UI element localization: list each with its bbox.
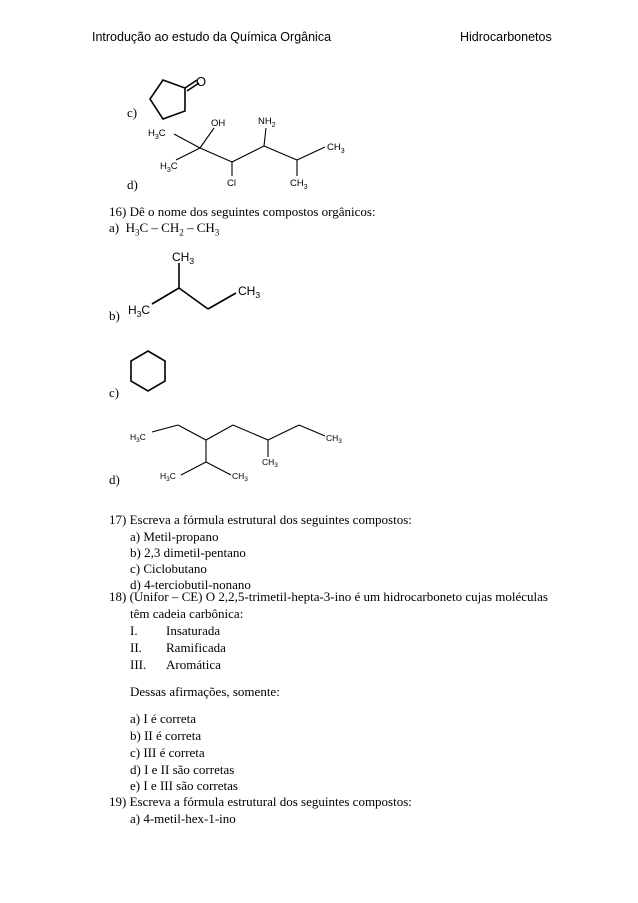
chloro-label: Cl — [227, 178, 236, 189]
bond — [268, 425, 299, 440]
top-d-label: d) — [127, 177, 138, 192]
methyl-label: $H_3C$ — [128, 303, 151, 319]
q16-title: 16) Dê o nome dos seguintes compostos orgânicos: — [109, 204, 376, 219]
bond — [200, 128, 214, 148]
q18-prop-text: Ramificada — [166, 640, 226, 655]
bond — [200, 148, 232, 162]
q19-item: a) 4-metil-hex-1-ino — [130, 811, 236, 826]
bond — [299, 425, 325, 436]
header-right: Hidrocarbonetos — [460, 30, 552, 44]
bond — [176, 148, 200, 160]
q18-prop-num: II. — [130, 640, 142, 655]
cyclohexane-ring — [131, 351, 165, 391]
q17-item: c) Ciclobutano — [130, 561, 207, 576]
methyl-label: $CH_3$ — [262, 457, 278, 469]
bond — [264, 146, 297, 160]
bond — [174, 134, 200, 148]
q18-option: d) I e II são corretas — [130, 762, 235, 777]
q17-item: a) Metil-propano — [130, 529, 219, 544]
bond — [208, 293, 236, 309]
q16-c-label: c) — [109, 385, 120, 400]
ketone-oxygen: O — [196, 74, 207, 89]
q18-prop-num: III. — [130, 657, 147, 672]
q18-option: e) I e III são corretas — [130, 778, 238, 793]
methyl-label: $CH_3$ — [290, 178, 308, 191]
methyl-label: $H_3C$ — [148, 128, 166, 141]
q18-prop-text: Insaturada — [166, 623, 221, 638]
methyl-label: $CH_3$ — [172, 250, 195, 266]
q16-d-label: d) — [109, 472, 120, 487]
q18-question: Dessas afirmações, somente: — [130, 684, 280, 699]
bond — [233, 425, 268, 440]
q18-prop-text: Aromática — [166, 657, 221, 672]
methyl-label: $H_3C$ — [160, 161, 178, 174]
q18-title: 18) (Unifor – CE) O 2,2,5-trimetil-hepta-3-ino é um hidrocarboneto cujas moléculas — [109, 589, 548, 604]
methyl-label: $H_3C$ — [130, 432, 146, 444]
bond — [152, 288, 179, 304]
methyl-label: $CH_3$ — [327, 142, 345, 155]
q18-option: b) II é correta — [130, 728, 202, 743]
bond — [152, 425, 178, 432]
cyclopentane-ring — [150, 80, 185, 119]
methyl-label: $CH_3$ — [232, 471, 248, 483]
header-left: Introdução ao estudo da Química Orgânica — [92, 30, 332, 44]
q18-option: a) I é correta — [130, 711, 197, 726]
bond — [181, 462, 206, 475]
q17-title: 17) Escreva a fórmula estrutural dos seguintes compostos: — [109, 512, 412, 527]
bond — [232, 146, 264, 162]
bond — [179, 288, 208, 309]
methyl-label: $H_3C$ — [160, 471, 176, 483]
bond — [178, 425, 206, 440]
q19-title: 19) Escreva a fórmula estrutural dos seguintes compostos: — [109, 794, 412, 809]
q17-item: b) 2,3 dimetil-pentano — [130, 545, 246, 560]
bond — [206, 462, 231, 475]
q18-option: c) III é correta — [130, 745, 205, 760]
q18-prop-num: I. — [130, 623, 138, 638]
q17-item: d) 4-terciobutil-nonano — [130, 577, 251, 592]
methyl-label: $CH_3$ — [326, 433, 342, 445]
methyl-label: $CH_3$ — [238, 284, 261, 300]
hydroxyl-label: OH — [211, 118, 226, 129]
bond — [297, 147, 325, 160]
bond — [264, 128, 266, 146]
q18-title-cont: têm cadeia carbônica: — [130, 606, 244, 621]
bond — [206, 425, 233, 440]
amino-label: $NH_2$ — [258, 116, 276, 129]
top-c-label: c) — [127, 105, 138, 120]
q16-b-label: b) — [109, 308, 120, 323]
q16-a: a) $H_3C - CH_2 - CH_3$ — [109, 220, 220, 238]
